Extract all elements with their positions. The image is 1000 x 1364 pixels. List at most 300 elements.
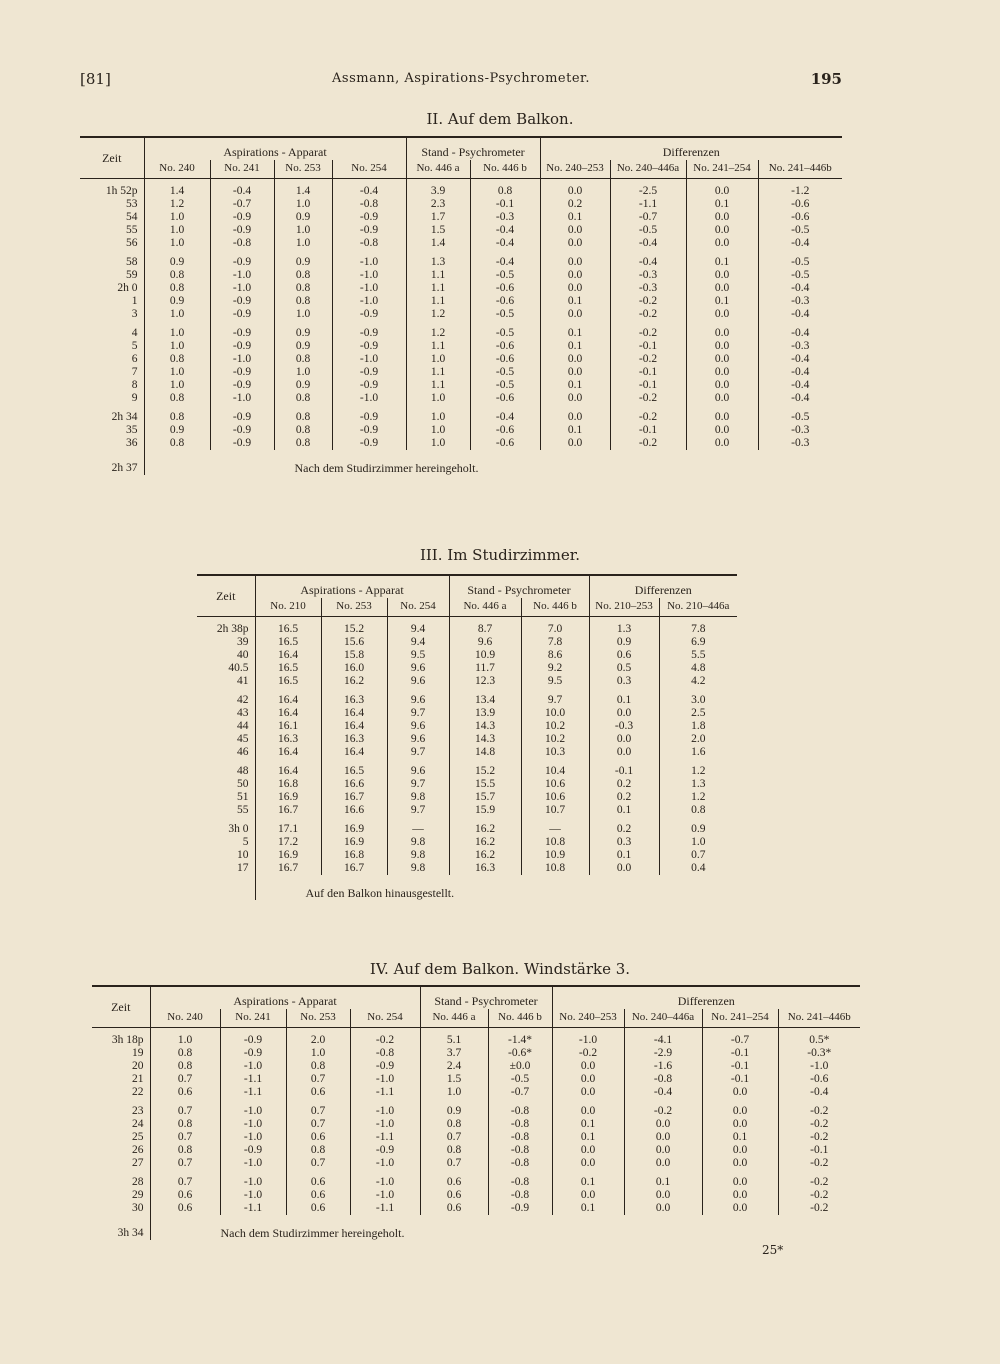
note-row	[197, 875, 737, 900]
time-cell: 35	[126, 424, 138, 436]
value-cell: 16.9	[321, 836, 387, 849]
value-cell: -1.0	[332, 282, 406, 295]
value-cell: 16.3	[321, 694, 387, 707]
value-cell: -0.1	[610, 379, 686, 392]
value-cell: 0.1	[589, 849, 659, 862]
table-row	[80, 295, 842, 308]
value-cell: -1.0	[220, 1060, 286, 1073]
value-cell: 0.0	[540, 282, 610, 295]
section-title-3: III. Im Studirzimmer.	[419, 546, 581, 564]
value-cell: 0.0	[624, 1131, 702, 1144]
value-cell: -0.9	[332, 340, 406, 353]
value-cell: -1.0	[220, 1189, 286, 1202]
time-cell: 5	[242, 836, 249, 848]
value-cell: 9.6	[387, 675, 449, 688]
value-cell: 0.0	[552, 1073, 624, 1086]
value-cell: -0.5	[470, 269, 540, 282]
value-cell: 1.0	[144, 308, 210, 321]
value-cell: -0.8	[488, 1131, 552, 1144]
value-cell: 0.1	[540, 379, 610, 392]
table-row	[92, 1144, 860, 1157]
value-cell: 0.8	[420, 1118, 488, 1131]
value-cell: 0.0	[540, 308, 610, 321]
value-cell: 0.0	[552, 1189, 624, 1202]
value-cell: -0.5	[488, 1073, 552, 1086]
value-cell: 0.9	[274, 340, 332, 353]
table-row	[92, 1189, 860, 1202]
time-cell: 4	[131, 327, 138, 339]
value-cell: -0.3	[758, 424, 842, 437]
value-cell: 9.7	[521, 694, 589, 707]
value-cell: 0.7	[286, 1073, 350, 1086]
value-cell: -0.9	[210, 295, 274, 308]
time-cell: 59	[126, 269, 138, 281]
value-cell: -0.6	[470, 424, 540, 437]
value-cell: 0.1	[686, 198, 758, 211]
table-row	[197, 662, 737, 675]
value-cell: 12.3	[449, 675, 521, 688]
value-cell: -0.9	[210, 411, 274, 424]
value-cell: -0.4	[470, 237, 540, 250]
value-cell: 0.6	[286, 1176, 350, 1189]
value-cell: 16.7	[255, 862, 321, 875]
value-cell: 0.8	[470, 185, 540, 198]
time-cell: 56	[126, 237, 138, 249]
value-cell: 0.0	[686, 327, 758, 340]
time-cell: 30	[132, 1202, 144, 1214]
value-cell: 16.4	[255, 765, 321, 778]
value-cell: 0.6	[286, 1202, 350, 1215]
table-row	[197, 862, 737, 875]
value-cell: -0.9	[220, 1034, 286, 1047]
value-cell: 0.1	[540, 327, 610, 340]
value-cell: -0.8	[332, 237, 406, 250]
column-header: No. 446 a	[449, 598, 521, 616]
value-cell: 1.0	[286, 1047, 350, 1060]
value-cell: 1.0	[406, 424, 470, 437]
value-cell: -0.6	[778, 1073, 860, 1086]
table-row	[80, 185, 842, 198]
value-cell: 16.0	[321, 662, 387, 675]
value-cell: 9.6	[387, 733, 449, 746]
value-cell: 5.1	[420, 1034, 488, 1047]
value-cell: 0.0	[624, 1202, 702, 1215]
value-cell: -0.8	[488, 1176, 552, 1189]
value-cell: 0.8	[274, 295, 332, 308]
value-cell: 14.3	[449, 720, 521, 733]
value-cell: 0.1	[540, 211, 610, 224]
value-cell: 0.9	[144, 424, 210, 437]
value-cell: 13.9	[449, 707, 521, 720]
value-cell: -0.9	[488, 1202, 552, 1215]
time-cell: 1	[131, 295, 138, 307]
table-row	[80, 211, 842, 224]
value-cell: 2.0	[286, 1034, 350, 1047]
table-row	[80, 198, 842, 211]
value-cell: 0.8	[144, 353, 210, 366]
value-cell: 9.4	[387, 623, 449, 636]
time-cell: 51	[237, 791, 249, 803]
value-cell: -0.6	[470, 282, 540, 295]
value-cell: 2.0	[659, 733, 737, 746]
value-cell: 0.0	[540, 392, 610, 405]
time-cell: 17	[237, 862, 249, 874]
value-cell: 9.8	[387, 836, 449, 849]
time-cell: 2h 38p	[216, 623, 249, 635]
time-cell: 44	[237, 720, 249, 732]
value-cell: 9.5	[521, 675, 589, 688]
value-cell: 1.0	[406, 392, 470, 405]
value-cell: -0.2	[778, 1105, 860, 1118]
value-cell: 17.1	[255, 823, 321, 836]
value-cell: 10.3	[521, 746, 589, 759]
value-cell: 15.8	[321, 649, 387, 662]
value-cell: -0.2	[778, 1118, 860, 1131]
table-row	[197, 765, 737, 778]
table-row	[80, 256, 842, 269]
table-row	[92, 1118, 860, 1131]
column-header: No. 253	[286, 1009, 350, 1027]
value-cell: -0.5	[758, 224, 842, 237]
value-cell: 10.8	[521, 836, 589, 849]
value-cell: 0.6	[420, 1189, 488, 1202]
time-cell: 20	[132, 1060, 144, 1072]
time-cell: 29	[132, 1189, 144, 1201]
table-note: Nach dem Studirzimmer hereingeholt.	[150, 1215, 860, 1240]
value-cell: -1.1	[220, 1073, 286, 1086]
time-cell: 3h 34	[117, 1227, 144, 1239]
time-cell: 50	[237, 778, 249, 790]
value-cell: 9.4	[387, 636, 449, 649]
value-cell: -0.6*	[488, 1047, 552, 1060]
value-cell: -1.0	[220, 1176, 286, 1189]
value-cell: 16.4	[255, 694, 321, 707]
value-cell: 0.8	[659, 804, 737, 817]
value-cell: 8.6	[521, 649, 589, 662]
value-cell: 1.4	[406, 237, 470, 250]
page-ref: [81]	[80, 70, 111, 88]
value-cell: -0.1	[610, 340, 686, 353]
value-cell: 0.0	[540, 269, 610, 282]
value-cell: 0.0	[589, 746, 659, 759]
value-cell: -0.8	[488, 1189, 552, 1202]
value-cell: 0.6	[589, 649, 659, 662]
time-cell: 3	[131, 308, 138, 320]
value-cell: 2.4	[420, 1060, 488, 1073]
value-cell: -0.9	[350, 1060, 420, 1073]
value-cell: 0.0	[552, 1144, 624, 1157]
value-cell: 10.2	[521, 733, 589, 746]
value-cell: 0.0	[702, 1176, 778, 1189]
value-cell: 1.3	[406, 256, 470, 269]
table-row	[80, 411, 842, 424]
value-cell: -1.0	[220, 1131, 286, 1144]
value-cell: 0.0	[702, 1202, 778, 1215]
table-row	[80, 353, 842, 366]
time-cell: 28	[132, 1176, 144, 1188]
column-header: No. 241–446b	[778, 1009, 860, 1027]
section-title-2: II. Auf dem Balkon.	[426, 110, 574, 128]
value-cell: 1.2	[659, 791, 737, 804]
time-cell: 27	[132, 1157, 144, 1169]
value-cell: 0.7	[150, 1131, 220, 1144]
value-cell: 9.7	[387, 804, 449, 817]
value-cell: 16.5	[255, 675, 321, 688]
value-cell: 0.9	[274, 211, 332, 224]
page-number: 195	[810, 70, 842, 88]
value-cell: ±0.0	[488, 1060, 552, 1073]
value-cell: 15.5	[449, 778, 521, 791]
table-row	[197, 623, 737, 636]
value-cell: 0.0	[540, 437, 610, 450]
value-cell: 0.8	[420, 1144, 488, 1157]
value-cell: 0.9	[274, 379, 332, 392]
value-cell: -0.6	[470, 353, 540, 366]
value-cell: 16.4	[255, 707, 321, 720]
value-cell: 0.8	[274, 392, 332, 405]
value-cell: -0.6	[758, 211, 842, 224]
column-header: No. 241	[220, 1009, 286, 1027]
value-cell: -1.0	[210, 269, 274, 282]
table-row	[92, 1034, 860, 1047]
value-cell: -1.0	[332, 295, 406, 308]
value-cell: 16.1	[255, 720, 321, 733]
value-cell: -0.3	[758, 295, 842, 308]
value-cell: -1.0	[332, 353, 406, 366]
value-cell: 1.0	[406, 437, 470, 450]
value-cell: 9.8	[387, 849, 449, 862]
column-header: No. 254	[387, 598, 449, 616]
page-header	[80, 70, 842, 94]
value-cell: -0.8	[488, 1157, 552, 1170]
column-header: No. 240–446a	[624, 1009, 702, 1027]
value-cell: -0.4	[758, 379, 842, 392]
table-row	[197, 694, 737, 707]
value-cell: 9.6	[387, 720, 449, 733]
time-cell: 40.5	[228, 662, 249, 674]
value-cell: -0.6	[470, 392, 540, 405]
value-cell: 16.3	[449, 862, 521, 875]
value-cell: 0.6	[286, 1086, 350, 1099]
value-cell: 10.8	[521, 862, 589, 875]
time-cell: 48	[237, 765, 249, 777]
value-cell: -0.9	[220, 1144, 286, 1157]
value-cell: 5.5	[659, 649, 737, 662]
table-note: Auf den Balkon hinausgestellt.	[255, 875, 737, 900]
column-header: No. 253	[274, 160, 332, 178]
value-cell: -1.0	[332, 269, 406, 282]
value-cell: -2.9	[624, 1047, 702, 1060]
value-cell: 16.3	[255, 733, 321, 746]
value-cell: 15.2	[321, 623, 387, 636]
value-cell: 0.6	[286, 1189, 350, 1202]
table-row	[80, 437, 842, 450]
value-cell: 0.0	[540, 366, 610, 379]
value-cell: 16.2	[321, 675, 387, 688]
value-cell: -0.2	[778, 1131, 860, 1144]
value-cell: 1.0	[420, 1086, 488, 1099]
value-cell: 0.1	[540, 340, 610, 353]
value-cell: 0.1	[552, 1202, 624, 1215]
value-cell: -1.0	[210, 392, 274, 405]
value-cell: -1.0	[210, 353, 274, 366]
value-cell: 0.0	[540, 224, 610, 237]
table-row	[92, 1131, 860, 1144]
value-cell: -0.1	[610, 424, 686, 437]
column-header: No. 241	[210, 160, 274, 178]
value-cell: -1.0	[350, 1176, 420, 1189]
value-cell: 0.0	[702, 1189, 778, 1202]
value-cell: -0.4	[758, 392, 842, 405]
value-cell: -0.8	[488, 1105, 552, 1118]
value-cell: -1.6	[624, 1060, 702, 1073]
value-cell: 3.7	[420, 1047, 488, 1060]
table-row	[92, 1176, 860, 1189]
value-cell: 0.4	[659, 862, 737, 875]
value-cell: 0.0	[624, 1157, 702, 1170]
value-cell: 0.0	[686, 379, 758, 392]
value-cell: 10.6	[521, 778, 589, 791]
table-balkon-1	[80, 136, 842, 475]
value-cell: 0.0	[686, 340, 758, 353]
value-cell: 1.5	[420, 1073, 488, 1086]
value-cell: 16.6	[321, 804, 387, 817]
value-cell: 1.2	[406, 308, 470, 321]
value-cell: -0.5	[470, 379, 540, 392]
value-cell: -0.2	[778, 1176, 860, 1189]
value-cell: -0.9	[332, 411, 406, 424]
value-cell: -1.0	[552, 1034, 624, 1047]
value-cell: 0.3	[589, 836, 659, 849]
value-cell: 16.4	[255, 649, 321, 662]
value-cell: —	[387, 823, 449, 836]
value-cell: 0.0	[686, 308, 758, 321]
value-cell: -0.9	[210, 340, 274, 353]
value-cell: 16.5	[321, 765, 387, 778]
time-cell: 10	[237, 849, 249, 861]
value-cell: 0.8	[144, 411, 210, 424]
value-cell: -0.3	[758, 340, 842, 353]
value-cell: -0.3	[589, 720, 659, 733]
value-cell: -0.9	[210, 424, 274, 437]
value-cell: -0.6	[470, 340, 540, 353]
value-cell: 15.7	[449, 791, 521, 804]
value-cell: -0.4	[470, 256, 540, 269]
column-header: No. 446 a	[406, 160, 470, 178]
value-cell: 1.0	[274, 308, 332, 321]
value-cell: 0.9	[420, 1105, 488, 1118]
value-cell: 9.5	[387, 649, 449, 662]
differenzen-header: Differenzen	[540, 137, 842, 160]
table-row	[197, 778, 737, 791]
value-cell: -0.9	[210, 327, 274, 340]
value-cell: 9.6	[387, 694, 449, 707]
value-cell: 1.2	[406, 327, 470, 340]
time-cell: 2h 34	[111, 411, 138, 423]
time-cell: 21	[132, 1073, 144, 1085]
column-header: No. 240	[144, 160, 210, 178]
value-cell: 0.8	[150, 1060, 220, 1073]
value-cell: 15.2	[449, 765, 521, 778]
value-cell: 0.0	[540, 185, 610, 198]
value-cell: 16.5	[255, 636, 321, 649]
value-cell: 0.0	[552, 1105, 624, 1118]
value-cell: -0.8	[350, 1047, 420, 1060]
value-cell: 0.9	[144, 295, 210, 308]
value-cell: 16.3	[321, 733, 387, 746]
value-cell: -0.9	[332, 424, 406, 437]
value-cell: 1.0	[144, 379, 210, 392]
value-cell: -1.1	[350, 1131, 420, 1144]
value-cell: -0.2	[610, 295, 686, 308]
value-cell: 0.8	[144, 282, 210, 295]
value-cell: -2.5	[610, 185, 686, 198]
value-cell: -0.9	[350, 1144, 420, 1157]
value-cell: 16.4	[321, 746, 387, 759]
value-cell: 0.8	[286, 1144, 350, 1157]
value-cell: 10.7	[521, 804, 589, 817]
value-cell: -0.4	[758, 282, 842, 295]
value-cell: -0.5	[610, 224, 686, 237]
value-cell: -0.2	[778, 1189, 860, 1202]
value-cell: 0.7	[150, 1157, 220, 1170]
value-cell: -1.0	[332, 392, 406, 405]
time-cell: 2h 0	[117, 282, 138, 294]
value-cell: -0.3*	[778, 1047, 860, 1060]
value-cell: -0.9	[332, 224, 406, 237]
value-cell: -1.4*	[488, 1034, 552, 1047]
value-cell: 0.6	[150, 1189, 220, 1202]
time-cell: 9	[131, 392, 138, 404]
value-cell: 0.0	[589, 733, 659, 746]
value-cell: 0.0	[686, 269, 758, 282]
value-cell: -0.7	[488, 1086, 552, 1099]
value-cell: -0.2	[778, 1202, 860, 1215]
value-cell: 0.0	[589, 862, 659, 875]
value-cell: 0.6	[420, 1202, 488, 1215]
value-cell: -0.5	[758, 411, 842, 424]
table-row	[80, 282, 842, 295]
value-cell: -0.4	[778, 1086, 860, 1099]
value-cell: -0.2	[610, 392, 686, 405]
value-cell: 1.0	[274, 224, 332, 237]
value-cell: 1.0	[144, 211, 210, 224]
column-header: No. 241–446b	[758, 160, 842, 178]
value-cell: 8.7	[449, 623, 521, 636]
time-cell: 42	[237, 694, 249, 706]
value-cell: -1.1	[350, 1086, 420, 1099]
value-cell: 1.5	[406, 224, 470, 237]
table-row	[197, 720, 737, 733]
table-row	[197, 791, 737, 804]
table-row	[80, 224, 842, 237]
value-cell: -1.0	[332, 256, 406, 269]
value-cell: 0.0	[702, 1118, 778, 1131]
value-cell: 0.7	[659, 849, 737, 862]
value-cell: -0.2	[610, 308, 686, 321]
value-cell: -0.9	[210, 308, 274, 321]
value-cell: 0.0	[686, 424, 758, 437]
value-cell: 0.7	[150, 1176, 220, 1189]
value-cell: 1.0	[144, 327, 210, 340]
value-cell: 0.6	[150, 1202, 220, 1215]
table-row	[92, 1157, 860, 1170]
value-cell: 0.8	[144, 392, 210, 405]
differenzen-header: Differenzen	[552, 986, 860, 1009]
value-cell: 0.8	[150, 1047, 220, 1060]
value-cell: -1.0	[350, 1118, 420, 1131]
table-row	[80, 366, 842, 379]
